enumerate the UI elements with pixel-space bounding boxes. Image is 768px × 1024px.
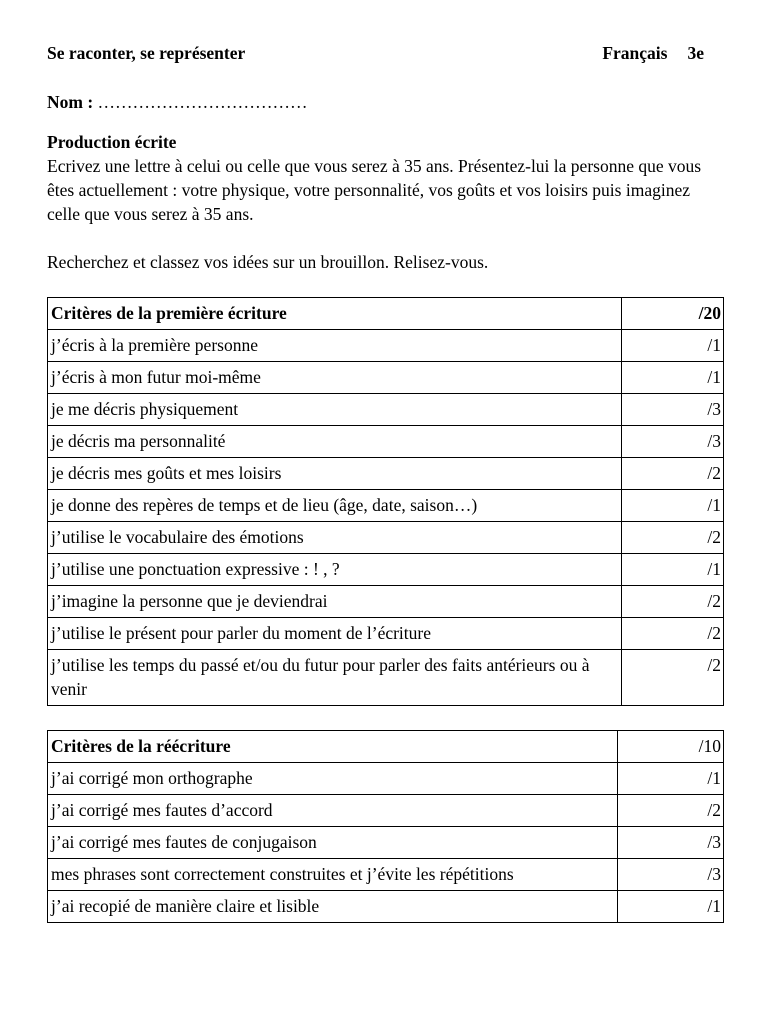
points-cell: /1 bbox=[618, 891, 724, 923]
table-row bbox=[48, 586, 724, 618]
points-cell: /3 bbox=[618, 827, 724, 859]
points-cell: /1 bbox=[622, 490, 724, 522]
points-cell: /3 bbox=[622, 394, 724, 426]
first-writing-criteria-table bbox=[47, 297, 724, 706]
table-row bbox=[48, 490, 724, 522]
criterion-cell: je décris mes goûts et mes loisirs bbox=[48, 458, 622, 490]
name-dots: ……………………………… bbox=[97, 92, 308, 112]
theme-title: Se raconter, se représenter bbox=[47, 43, 246, 63]
table-row bbox=[48, 522, 724, 554]
table-header-row bbox=[48, 731, 724, 763]
production-instructions: Ecrivez une lettre à celui ou celle que vous serez à 35 ans. Présentez-lui la personne que vous êtes actuellement : votre physique, votre personnalité, vos goûts et vos loisirs puis imaginez celle que vous serez à 35 ans. bbox=[47, 156, 702, 224]
subject-label: Français bbox=[602, 43, 668, 63]
rewriting-criteria-table bbox=[47, 730, 724, 923]
table-row bbox=[48, 362, 724, 394]
criterion-cell: je décris ma personnalité bbox=[48, 426, 622, 458]
table-row bbox=[48, 795, 724, 827]
points-cell: /2 bbox=[618, 795, 724, 827]
rewriting-header-label: Critères de la réécriture bbox=[48, 731, 618, 763]
points-cell: /2 bbox=[622, 650, 724, 706]
criterion-cell: je me décris physiquement bbox=[48, 394, 622, 426]
table-row bbox=[48, 458, 724, 490]
table-row bbox=[48, 618, 724, 650]
first-writing-header-total: /20 bbox=[622, 298, 724, 330]
points-cell: /1 bbox=[622, 330, 724, 362]
rewriting-header-total: /10 bbox=[618, 731, 724, 763]
criterion-cell: j’ai corrigé mes fautes de conjugaison bbox=[48, 827, 618, 859]
criterion-cell: j’utilise le vocabulaire des émotions bbox=[48, 522, 622, 554]
table-row bbox=[48, 827, 724, 859]
document-header bbox=[47, 41, 723, 65]
table-row bbox=[48, 330, 724, 362]
criterion-cell: j’écris à mon futur moi-même bbox=[48, 362, 622, 394]
table-row bbox=[48, 891, 724, 923]
table-row bbox=[48, 859, 724, 891]
criterion-cell: j’ai recopié de manière claire et lisible bbox=[48, 891, 618, 923]
criterion-cell: j’écris à la première personne bbox=[48, 330, 622, 362]
draft-reminder: Recherchez et classez vos idées sur un brouillon. Relisez-vous. bbox=[47, 252, 489, 272]
name-label: Nom : bbox=[47, 92, 94, 112]
first-writing-header-label: Critères de la première écriture bbox=[48, 298, 622, 330]
name-line bbox=[47, 90, 723, 114]
points-cell: /2 bbox=[622, 586, 724, 618]
table-row bbox=[48, 394, 724, 426]
table-row bbox=[48, 763, 724, 795]
points-cell: /2 bbox=[622, 458, 724, 490]
table-row bbox=[48, 554, 724, 586]
criterion-cell: mes phrases sont correctement construites et j’évite les répétitions bbox=[48, 859, 618, 891]
subject-level bbox=[602, 41, 704, 65]
level-label: 3e bbox=[687, 43, 704, 63]
worksheet-page bbox=[47, 41, 723, 923]
criterion-cell: j’ai corrigé mon orthographe bbox=[48, 763, 618, 795]
criterion-cell: j’utilise les temps du passé et/ou du futur pour parler des faits antérieurs ou à venir bbox=[48, 650, 622, 706]
production-title: Production écrite bbox=[47, 132, 177, 152]
criterion-cell: j’utilise le présent pour parler du moment de l’écriture bbox=[48, 618, 622, 650]
criterion-cell: j’utilise une ponctuation expressive : ! , ? bbox=[48, 554, 622, 586]
criterion-cell: j’ai corrigé mes fautes d’accord bbox=[48, 795, 618, 827]
table-row bbox=[48, 426, 724, 458]
points-cell: /3 bbox=[622, 426, 724, 458]
points-cell: /2 bbox=[622, 618, 724, 650]
points-cell: /1 bbox=[622, 362, 724, 394]
points-cell: /1 bbox=[622, 554, 724, 586]
points-cell: /1 bbox=[618, 763, 724, 795]
points-cell: /3 bbox=[618, 859, 724, 891]
criterion-cell: je donne des repères de temps et de lieu (âge, date, saison…) bbox=[48, 490, 622, 522]
table-header-row bbox=[48, 298, 724, 330]
criterion-cell: j’imagine la personne que je deviendrai bbox=[48, 586, 622, 618]
table-row bbox=[48, 650, 724, 706]
points-cell: /2 bbox=[622, 522, 724, 554]
